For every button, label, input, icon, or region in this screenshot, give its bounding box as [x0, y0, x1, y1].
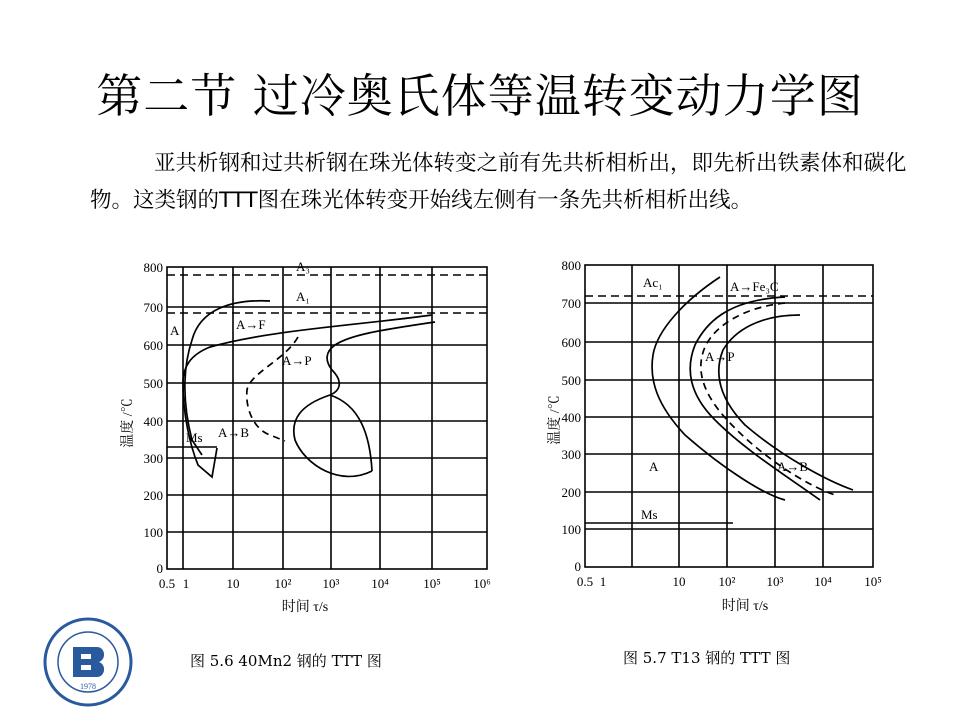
- bainite-dashed-curve: [701, 303, 835, 495]
- grid: [167, 267, 487, 569]
- x-tick: 0.5: [576, 574, 594, 589]
- y-tick: 0: [574, 559, 581, 574]
- university-seal-icon: [43, 617, 133, 707]
- x-tick: 10⁴: [814, 574, 832, 589]
- y-tick: 200: [143, 488, 163, 503]
- y-tick: 100: [561, 522, 581, 537]
- label-a-to-b: A→B: [218, 425, 250, 440]
- y-tick: 800: [561, 258, 581, 273]
- logo-year: 1978: [80, 682, 96, 691]
- pearlite-end-lower: [330, 395, 372, 471]
- x-tick: 0.5: [158, 576, 176, 591]
- y-tick: 0: [156, 561, 163, 576]
- x-tick: 10³: [322, 576, 340, 591]
- y-tick: 400: [143, 414, 163, 429]
- x-axis-label: 时间 τ/s: [281, 600, 329, 615]
- x-tick: 10⁴: [371, 576, 389, 591]
- y-tick: 100: [143, 525, 163, 540]
- x-axis-label: 时间 τ/s: [721, 599, 769, 614]
- x-tick: 10³: [766, 574, 784, 589]
- x-tick: 1: [599, 574, 607, 589]
- y-tick: 300: [561, 447, 581, 462]
- x-tick: 10⁶: [473, 576, 491, 591]
- ttt-diagram-t13: [545, 255, 900, 620]
- label-a-to-fe3c: A→Fe₃C: [730, 279, 779, 294]
- x-tick: 10: [226, 576, 240, 591]
- label-a1: A₁: [296, 289, 310, 304]
- carbide-start-curve: [652, 277, 785, 500]
- figure-right-caption: 图 5.7 T13 钢的 TTT 图: [623, 649, 791, 667]
- x-tick: 10⁵: [864, 574, 882, 589]
- y-axis-label: 温度 /℃: [121, 398, 136, 448]
- y-tick: 500: [143, 376, 163, 391]
- y-axis-label: 温度 /℃: [548, 395, 563, 445]
- label-a-to-f: A→F: [236, 317, 266, 332]
- ttt-diagram-40mn2: [120, 255, 500, 620]
- y-tick: 700: [561, 296, 581, 311]
- label-ms: Ms: [641, 507, 658, 522]
- x-tick: 10: [672, 574, 686, 589]
- y-tick: 300: [143, 451, 163, 466]
- x-tick: 10²: [274, 576, 292, 591]
- y-tick: 800: [143, 260, 163, 275]
- y-tick: 700: [143, 300, 163, 315]
- label-ac1: Ac₁: [643, 275, 663, 290]
- slide-title: 第二节 过冷奥氏体等温转变动力学图: [96, 69, 864, 123]
- label-a-to-p: A→P: [705, 349, 735, 364]
- body-paragraph: 亚共析钢和过共析钢在珠光体转变之前有先共析相析出，即先析出铁素体和碳化物。这类钢的TTT图在珠光体转变开始线左侧有一条先共析相析出线。: [90, 151, 907, 213]
- label-a3: A₃: [296, 259, 310, 274]
- label-a: A: [170, 323, 180, 338]
- label-a-to-b: A→B: [777, 459, 809, 474]
- y-tick: 500: [561, 373, 581, 388]
- y-tick: 600: [143, 338, 163, 353]
- label-ms: Ms: [186, 430, 203, 445]
- figure-left-caption: 图 5.6 40Mn2 钢的 TTT 图: [190, 652, 382, 670]
- x-tick: 10⁵: [423, 576, 441, 591]
- label-a: A: [649, 459, 659, 474]
- y-tick: 200: [561, 485, 581, 500]
- pearlite-start-curve: [183, 315, 432, 477]
- x-tick: 10²: [718, 574, 736, 589]
- label-a-to-p: A→P: [282, 353, 312, 368]
- y-tick: 600: [561, 335, 581, 350]
- x-tick: 1: [182, 576, 190, 591]
- y-tick: 400: [561, 410, 581, 425]
